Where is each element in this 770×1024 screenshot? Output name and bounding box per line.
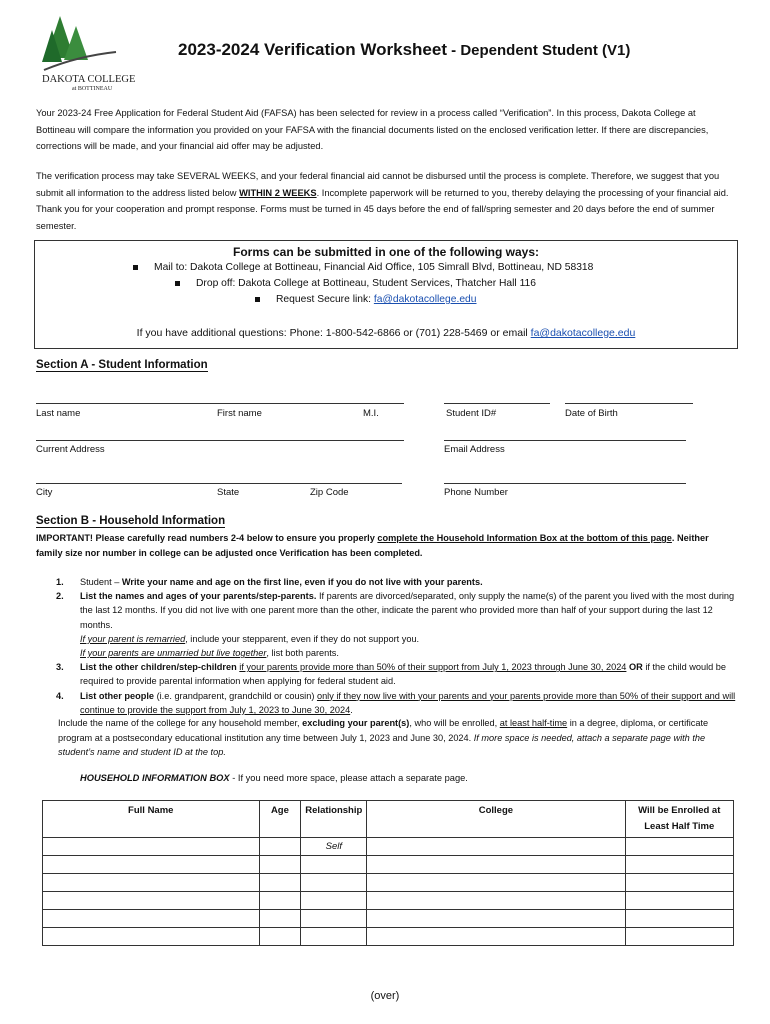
- box-note: - If you need more space, please attach a separate page.: [229, 773, 468, 783]
- email-label: Email Address: [444, 444, 505, 455]
- item-bold: List other people: [80, 690, 155, 701]
- table-cell[interactable]: [259, 856, 301, 874]
- table-cell[interactable]: [367, 838, 625, 856]
- dob-line[interactable]: [565, 403, 693, 404]
- include-italic: If more space is needed, attach a separate page with the student’s name and student ID at the top.: [58, 732, 706, 757]
- table-header-row: [43, 801, 734, 838]
- section-a-heading: Section A - Student Information: [36, 359, 208, 371]
- col-enrolled: Will be Enrolled at Least Half Time: [625, 801, 733, 838]
- mail-option: [133, 262, 593, 273]
- table-cell[interactable]: [259, 838, 301, 856]
- questions-text: If you have additional questions: Phone: 1-800-542-6866 or (701) 228-5469 or email: [136, 327, 531, 339]
- mail-text: Mail to: Dakota College at Bottineau, Financial Aid Office, 105 Simrall Blvd, Bottineau, ND 58318: [154, 262, 594, 273]
- logo-subtext: at BOTTINEAU: [72, 86, 113, 92]
- item-text: if the child would be required to provide parental information when applying for federal student aid.: [80, 662, 727, 687]
- dob-label: Date of Birth: [565, 408, 618, 419]
- table-cell[interactable]: [43, 928, 260, 946]
- page-title: [178, 40, 630, 60]
- address-line[interactable]: [36, 440, 404, 441]
- item-text: , include your stepparent, even if they do not support you.: [185, 633, 420, 644]
- include-note: [58, 716, 738, 760]
- phone-line[interactable]: [444, 483, 686, 484]
- table-row: [43, 910, 734, 928]
- item-text: (i.e. grandparent, grandchild or cousin): [154, 690, 317, 701]
- include-text: , who will be enrolled,: [409, 718, 500, 728]
- intro-p2-rest: . Incomplete paperwork will be returned to you, thereby delaying the processing of your financial aid. Thank you for your cooperation and prompt response. Forms must be turned in 45 days before the end of fall/spring semester and 20 days before the end of summer semester.: [36, 187, 729, 231]
- item-text: If parents are divorced/separated, only supply the name(s) of the parent you lived with the most during the last 12 months. If you did not live with one parent more than the other, indicate the parent who provided more than half of your support during the last 12 months.: [80, 591, 735, 630]
- item-underlined: if your parents provide more than 50% of their support from July 1, 2023 through June 30, 2024: [239, 662, 627, 673]
- household-table: [42, 800, 734, 946]
- address-label: Current Address: [36, 444, 105, 455]
- item-bold: Write your name and age on the first line, even if you do not live with your parents.: [121, 577, 483, 587]
- questions-line: [35, 327, 737, 339]
- college-logo: [38, 12, 148, 92]
- table-cell[interactable]: [301, 856, 367, 874]
- include-bold: excluding your parent(s): [302, 718, 410, 728]
- list-number: 1.: [56, 577, 64, 587]
- table-cell[interactable]: [367, 892, 625, 910]
- table-cell[interactable]: [259, 928, 301, 946]
- table-cell[interactable]: [625, 856, 733, 874]
- bullet-icon: [255, 297, 260, 302]
- title-sub: - Dependent Student (V1): [447, 42, 631, 59]
- list-item: [56, 589, 736, 660]
- table-cell[interactable]: [43, 838, 260, 856]
- col-college: College: [367, 801, 625, 838]
- table-row: [43, 838, 734, 856]
- table-cell[interactable]: [43, 874, 260, 892]
- table-cell[interactable]: [301, 910, 367, 928]
- bullet-icon: [133, 265, 138, 270]
- dropoff-text: Drop off: Dakota College at Bottineau, Student Services, Thatcher Hall 116: [196, 278, 536, 289]
- table-cell[interactable]: [625, 910, 733, 928]
- table-cell[interactable]: [259, 892, 301, 910]
- item-bold: List the other children/step-children: [80, 662, 237, 673]
- table-cell[interactable]: [259, 874, 301, 892]
- item-text: , list both parents.: [266, 648, 339, 659]
- student-id-line[interactable]: [444, 403, 550, 404]
- questions-email-link[interactable]: fa@dakotacollege.edu: [530, 327, 636, 339]
- table-cell[interactable]: [367, 910, 625, 928]
- table-row: [43, 892, 734, 910]
- secure-email-link[interactable]: fa@dakotacollege.edu: [373, 294, 477, 305]
- city-line[interactable]: [36, 483, 402, 484]
- item-bold: OR: [628, 662, 643, 673]
- list-number: 3.: [56, 662, 64, 673]
- email-line[interactable]: [444, 440, 686, 441]
- item-italic: If your parents are unmarried but live together: [80, 648, 267, 659]
- table-cell[interactable]: [625, 892, 733, 910]
- submission-heading: Forms can be submitted in one of the following ways:: [232, 245, 540, 259]
- important-note: [36, 531, 736, 561]
- intro-deadline: WITHIN 2 WEEKS: [239, 187, 317, 198]
- table-cell[interactable]: [625, 874, 733, 892]
- table-cell: [301, 838, 367, 856]
- title-main: 2023-2024 Verification Worksheet: [178, 40, 447, 59]
- instructions-list: [56, 575, 736, 717]
- first-name-label: First name: [217, 408, 262, 419]
- item-italic: If your parent is remarried: [80, 633, 186, 644]
- submission-box: [34, 240, 738, 349]
- page-footer: (over): [370, 990, 400, 1002]
- table-cell[interactable]: [367, 856, 625, 874]
- list-item: [56, 689, 736, 717]
- important-underlined: complete the Household Information Box at the bottom of this page: [377, 533, 672, 543]
- secure-link-option: [255, 294, 477, 305]
- box-title: HOUSEHOLD INFORMATION BOX: [80, 773, 230, 783]
- include-text: in a degree, diploma, or certificate program at a postsecondary educational institution any time between July 1, 2023 and June 30, 2024.: [58, 718, 709, 743]
- table-cell[interactable]: [367, 874, 625, 892]
- list-number: 4.: [56, 690, 64, 701]
- item-text: Student –: [80, 577, 122, 587]
- table-cell[interactable]: [367, 928, 625, 946]
- list-number: 2.: [56, 591, 64, 602]
- self-label: Self: [325, 841, 342, 852]
- phone-label: Phone Number: [444, 487, 508, 498]
- table-cell[interactable]: [301, 892, 367, 910]
- table-cell[interactable]: [43, 856, 260, 874]
- state-label: State: [217, 487, 240, 498]
- logo-text: DAKOTA COLLEGE: [42, 74, 136, 85]
- item-text: .: [350, 704, 353, 715]
- table-row: [43, 856, 734, 874]
- table-cell[interactable]: [625, 928, 733, 946]
- include-underlined: at least half-time: [499, 718, 568, 728]
- dropoff-option: [175, 278, 536, 289]
- col-age: Age: [259, 801, 301, 838]
- list-item: [56, 660, 736, 688]
- name-line[interactable]: [36, 403, 404, 404]
- student-id-label: Student ID#: [446, 408, 497, 419]
- list-item: [56, 575, 736, 589]
- section-b-heading: Section B - Household Information: [36, 515, 226, 527]
- intro-p2-text: The verification process may take SEVERAL WEEKS, and your federal financial aid cannot be disbursed until the process is complete. Therefore, we suggest that you submit all information to the address listed below: [36, 171, 720, 198]
- table-cell[interactable]: [625, 838, 733, 856]
- city-label: City: [36, 487, 53, 498]
- table-cell[interactable]: [301, 874, 367, 892]
- table-cell[interactable]: [301, 928, 367, 946]
- mi-label: M.I.: [363, 408, 379, 419]
- important-rest: . Neither family size nor number in college can be adjusted once Verification has been completed.: [36, 533, 709, 558]
- intro-paragraph-1: Your 2023-24 Free Application for Federal Student Aid (FAFSA) has been selected for review in a process called “Verification”. In this process, Dakota College at Bottineau will compare the information you provided on your FAFSA with the financial documents listed on the enclosed verification letter. If there are discrepancies, corrections will be made, and your financial aid offer may be adjusted.: [36, 108, 709, 151]
- item-bold: List the names and ages of your parents/step-parents.: [80, 591, 317, 602]
- table-cell[interactable]: [259, 910, 301, 928]
- table-cell[interactable]: [43, 892, 260, 910]
- important-text: IMPORTANT! Please carefully read numbers 2-4 below to ensure you properly: [36, 533, 378, 543]
- table-row: [43, 928, 734, 946]
- table-cell[interactable]: [43, 910, 260, 928]
- secure-link-text: Request Secure link:: [276, 294, 374, 305]
- household-box-title: [80, 773, 468, 783]
- last-name-label: Last name: [36, 408, 81, 419]
- intro-paragraph-2: [36, 168, 736, 234]
- zip-label: Zip Code: [310, 487, 349, 498]
- item-underlined: only if they now live with your parents and your parents provide more than 50% of their support and will continue to provide the support from July 1, 2023 to June 30, 2024: [80, 690, 736, 715]
- include-text: Include the name of the college for any household member,: [58, 718, 303, 728]
- table-row: [43, 874, 734, 892]
- col-relationship: Relationship: [301, 801, 367, 838]
- bullet-icon: [175, 281, 180, 286]
- col-full-name: Full Name: [43, 801, 260, 838]
